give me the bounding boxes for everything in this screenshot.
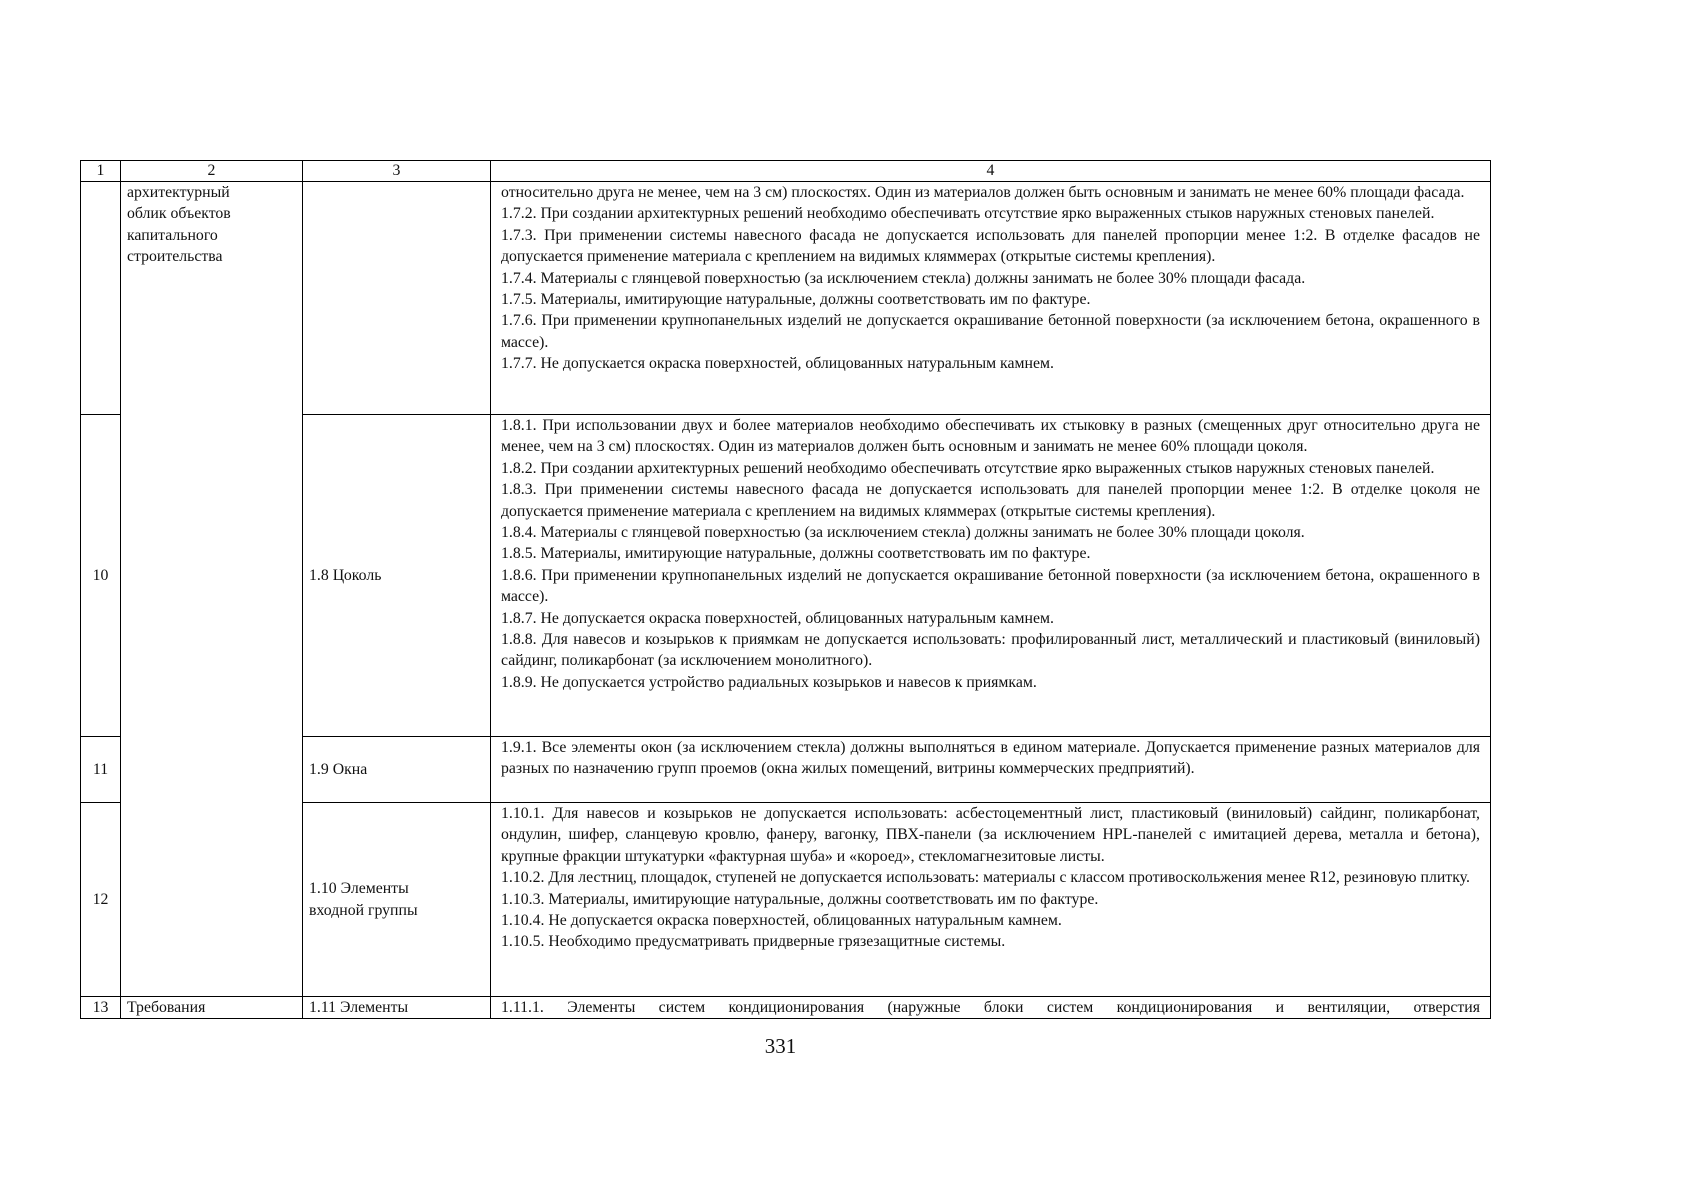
requirement-paragraph: 1.7.5. Материалы, имитирующие натуральные, должны соответствовать им по фактуре. — [501, 291, 1091, 309]
row-number-cell: 12 — [81, 803, 121, 997]
element-cell: 1.8 Цоколь — [303, 415, 491, 737]
requirement-paragraph: относительно друга не менее, чем на 3 см) плоскостях. Один из материалов должен быть основным и занимать не менее 60% площади фасада. — [501, 184, 1465, 201]
requirements-cell — [491, 737, 1491, 803]
requirements-cell — [491, 182, 1491, 415]
requirement-paragraph: 1.10.4. Не допускается окраска поверхностей, облицованных натуральным камнем. — [501, 912, 1062, 930]
requirement-paragraph: 1.8.9. Не допускается устройство радиальных козырьков и навесов к приямкам. — [501, 673, 1037, 691]
requirement-paragraph: 1.8.2. При создании архитектурных решений необходимо обеспечивать отсутствие ярко выраженных стыков наружных стеновых панелей. — [501, 459, 1435, 477]
row-number-cell: 13 — [81, 997, 121, 1019]
requirement-paragraph: 1.8.1. При использовании двух и более материалов необходимо обеспечивать их стыковку в разных (смещенных друг относительно друга не менее, чем на 3 см) плоскостях. Один из материалов должен быть основным и занимать не менее 60% площади цоколя. — [501, 417, 1480, 456]
requirements-cell — [491, 803, 1491, 997]
header-cell: 3 — [303, 161, 491, 182]
table-row — [81, 997, 1491, 1019]
requirements-cell — [491, 997, 1491, 1019]
requirement-paragraph: 1.7.3. При применении системы навесного фасада не допускается использовать для панелей пропорции менее 1:2. В отделке фасадов не допускается применение материала с креплением на видимых кляммерах (открытые системы крепления). — [501, 226, 1480, 266]
requirement-paragraph: 1.10.5. Необходимо предусматривать придверные грязезащитные системы. — [501, 933, 1006, 951]
section-title: архитектурный облик объектов капитального строительства — [127, 184, 231, 266]
element-cell — [303, 803, 491, 997]
header-cell: 4 — [491, 161, 1491, 182]
requirement-paragraph: 1.9.1. Все элементы окон (за исключением стекла) должны выполняться в едином материале. Допускается применение разных материалов для разных по назначению групп проемов (окна жилых помещений, витрины коммерческих предприятий). — [501, 739, 1480, 778]
table-header-row — [81, 161, 1491, 182]
requirement-paragraph: 1.11.1. Элементы систем кондиционирования (наружные блоки систем кондиционирования и вентиляции, отверстия — [501, 999, 1480, 1016]
section-title-cell: Требования — [121, 997, 303, 1019]
page-number: 331 — [764, 1034, 797, 1058]
requirement-paragraph: 1.8.3. При применении системы навесного фасада не допускается использовать для панелей пропорции менее 1:2. В отделке цоколя не допускается применение материала с креплением на видимых кляммерах (открытые системы крепления). — [501, 481, 1480, 520]
requirement-paragraph: 1.8.4. Материалы с глянцевой поверхностью (за исключением стекла) должны занимать не более 30% площади цоколя. — [501, 524, 1305, 542]
element-cell: 1.11 Элементы — [303, 997, 491, 1019]
element-cell — [303, 182, 491, 415]
element-cell: 1.9 Окна — [303, 737, 491, 803]
section-title-cell — [121, 182, 303, 997]
table-row — [81, 182, 1491, 415]
requirement-paragraph: 1.7.4. Материалы с глянцевой поверхностью (за исключением стекла) должны занимать не более 30% площади фасада. — [501, 269, 1306, 287]
requirement-paragraph: 1.10.2. Для лестниц, площадок, ступеней не допускается использовать: материалы с классом противоскольжения менее R12, резиновую плитку. — [501, 869, 1470, 887]
requirement-paragraph: 1.8.6. При применении крупнопанельных изделий не допускается окрашивание бетонной поверхности (за исключением бетона, окрашенного в массе). — [501, 566, 1480, 606]
requirement-paragraph: 1.8.5. Материалы, имитирующие натуральные, должны соответствовать им по фактуре. — [501, 545, 1091, 563]
requirement-paragraph: 1.7.7. Не допускается окраска поверхностей, облицованных натуральным камнем. — [501, 355, 1054, 373]
requirements-table — [80, 160, 1491, 1019]
requirement-paragraph: 1.8.7. Не допускается окраска поверхностей, облицованных натуральным камнем. — [501, 609, 1054, 627]
row-number-cell — [81, 182, 121, 415]
header-cell: 1 — [81, 161, 121, 182]
requirement-paragraph: 1.7.6. При применении крупнопанельных изделий не допускается окрашивание бетонной поверхности (за исключением бетона, окрашенного в массе). — [501, 312, 1480, 351]
row-number-cell: 11 — [81, 737, 121, 803]
requirement-paragraph: 1.10.3. Материалы, имитирующие натуральные, должны соответствовать им по фактуре. — [501, 890, 1099, 908]
requirement-paragraph: 1.7.2. При создании архитектурных решений необходимо обеспечивать отсутствие ярко выраженных стыков наружных стеновых панелей. — [501, 205, 1435, 223]
element-title: 1.10 Элементы входной группы — [309, 880, 418, 919]
requirement-paragraph: 1.8.8. Для навесов и козырьков к приямкам не допускается использовать: профилированный лист, металлический и пластиковый (виниловый) сайдинг, поликарбонат (за исключением монолитного). — [501, 631, 1480, 670]
requirements-cell — [491, 415, 1491, 737]
requirement-paragraph: 1.10.1. Для навесов и козырьков не допускается использовать: асбестоцементный лист, пластиковый (виниловый) сайдинг, поликарбонат, ондулин, шифер, сланцевую кровлю, фанеру, вагонку, ПВХ-панели (за исключением HPL-панелей с имитацией дерева, металла и бетона), крупные фракции штукатурки «фактурная шуба» и «короед», стекломагнезитовые листы. — [501, 805, 1480, 865]
header-cell: 2 — [121, 161, 303, 182]
row-number-cell: 10 — [81, 415, 121, 737]
